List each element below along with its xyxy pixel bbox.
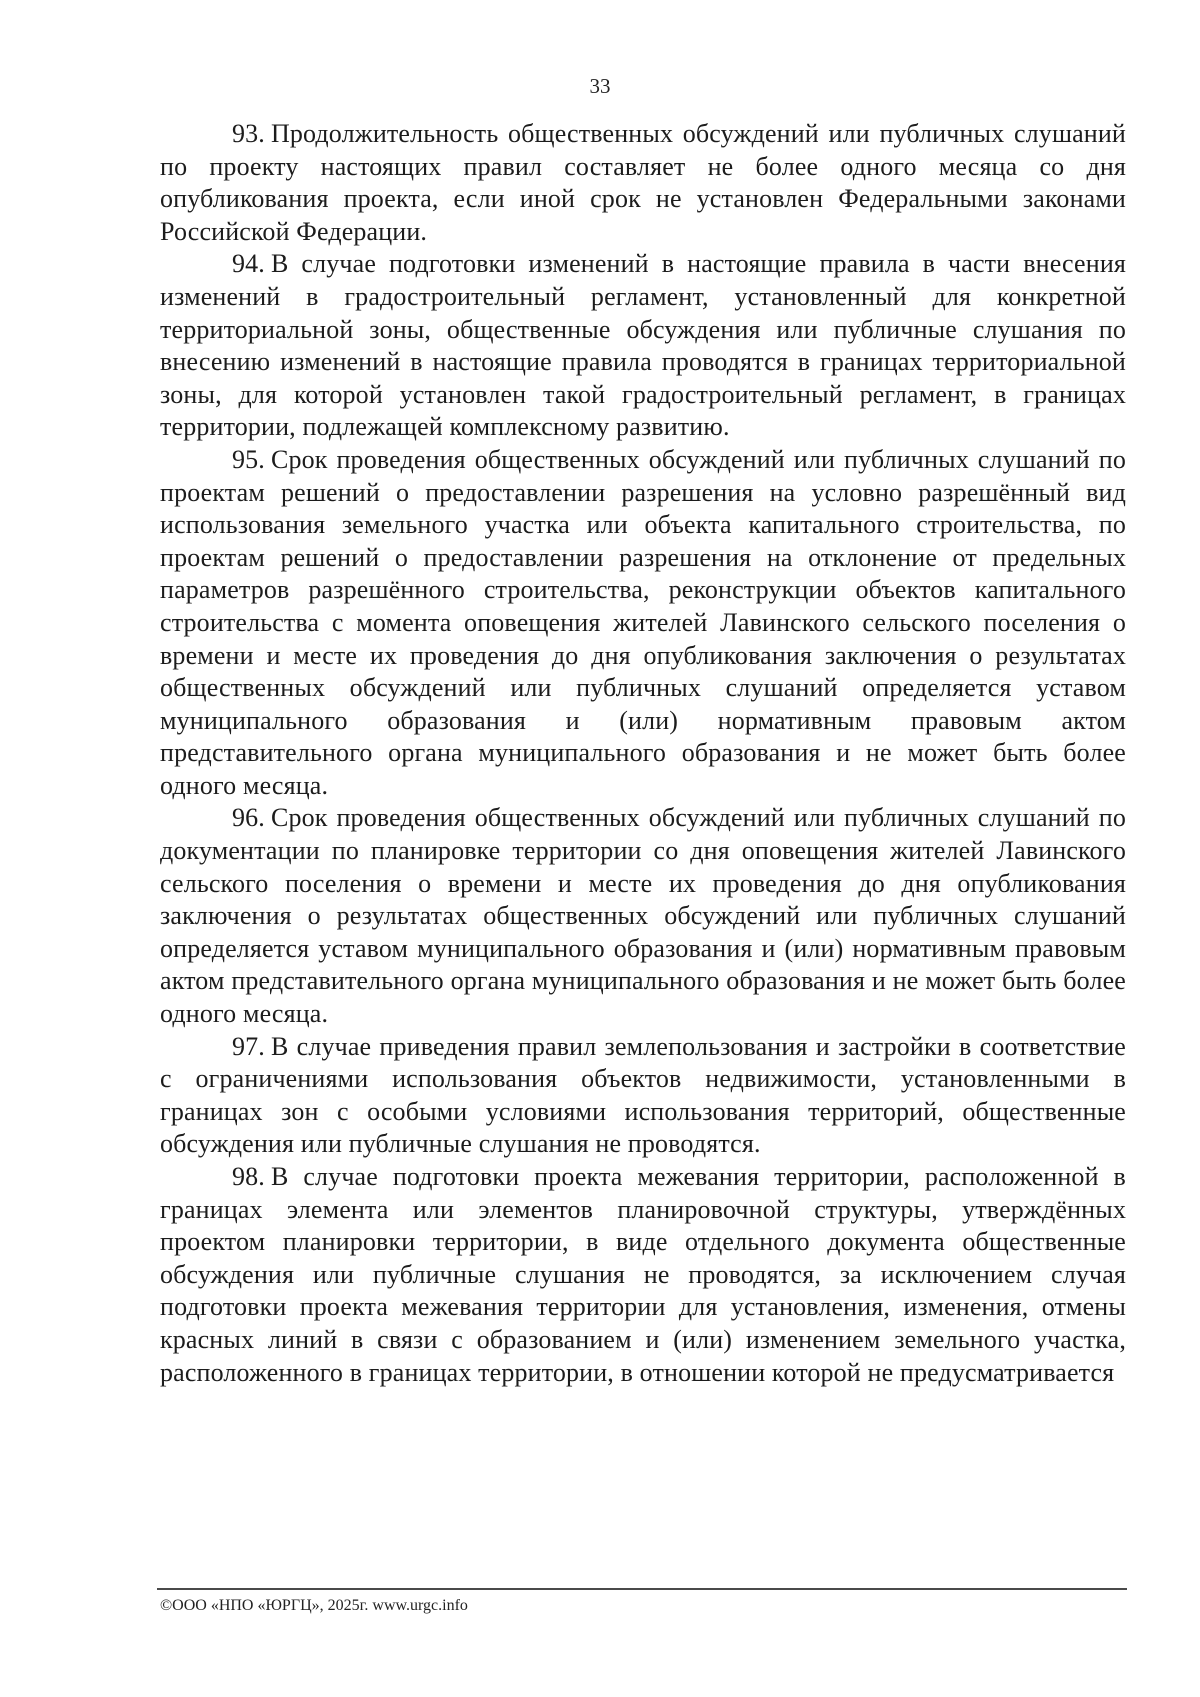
paragraph-95: [160, 444, 1126, 803]
paragraph-text: Продолжительность общественных обсуждений или публичных слушаний по проекту настоящих правил составляет не более одного месяца со дня опубликования проекта, если иной срок не установлен Федеральными законами Российской Федерации.: [160, 119, 1126, 246]
paragraph-97: [160, 1031, 1126, 1161]
paragraph-number: 97.: [232, 1031, 265, 1061]
paragraph-96: [160, 802, 1126, 1030]
paragraph-98: [160, 1161, 1126, 1389]
paragraph-number: 96.: [232, 803, 265, 833]
paragraph-text: Срок проведения общественных обсуждений или публичных слушаний по документации по планировке территории со дня оповещения жителей Лавинского сельского поселения о времени и месте их проведения до дня опубликования заключения о результатах общественных обсуждений или публичных слушаний определяется уставом муниципального образования и (или) нормативным правовым актом представительного органа муниципального образования и не может быть более одного месяца.: [160, 803, 1126, 1029]
paragraph-text: В случае подготовки проекта межевания территории, расположенной в границах элемента или элементов планировочной структуры, утверждённых проектом планировки территории, в виде отдельного документа общественные обсуждения или публичные слушания не проводятся, за исключением случая подготовки проекта межевания территории для установления, изменения, отмены красных линий в связи с образованием и (или) изменением земельного участка, расположенного в границах территории, в отношении которой не предусматривается: [160, 1162, 1126, 1387]
paragraph-94: [160, 248, 1126, 444]
paragraph-text: В случае подготовки изменений в настоящие правила в части внесения изменений в градостроительный регламент, установленный для конкретной территориальной зоны, общественные обсуждения или публичные слушания по внесению изменений в настоящие правила проводятся в границах территориальной зоны, для которой установлен такой градостроительный регламент, в границах территории, подлежащей комплексному развитию.: [160, 249, 1126, 442]
paragraph-text: Срок проведения общественных обсуждений или публичных слушаний по проектам решений о предоставлении разрешения на условно разрешённый вид использования земельного участка или объекта капитального строительства, по проектам решений о предоставлении разрешения на отклонение от предельных параметров разрешённого строительства, реконструкции объектов капитального строительства с момента оповещения жителей Лавинского сельского поселения о времени и месте их проведения до дня опубликования заключения о результатах общественных обсуждений или публичных слушаний определяется уставом муниципального образования и (или) нормативным правовым актом представительного органа муниципального образования и не может быть более одного месяца.: [160, 444, 1126, 800]
body-text: [160, 118, 1126, 1389]
footer-divider: [157, 1588, 1127, 1590]
paragraph-text: В случае приведения правил землепользования и застройки в соответствие с ограничениями использования объектов недвижимости, установленными в границах зон с особыми условиями использования территорий, общественные обсуждения или публичные слушания не проводятся.: [160, 1031, 1126, 1159]
paragraph-number: 98.: [232, 1162, 265, 1191]
footer-copyright: ©ООО «НПО «ЮРГЦ», 2025г. www.urgc.info: [160, 1597, 468, 1614]
paragraph-93: [160, 118, 1126, 248]
paragraph-number: 93.: [232, 119, 265, 148]
page-number: 33: [589, 74, 611, 98]
paragraph-number: 95.: [232, 444, 265, 474]
paragraph-number: 94.: [232, 249, 265, 279]
